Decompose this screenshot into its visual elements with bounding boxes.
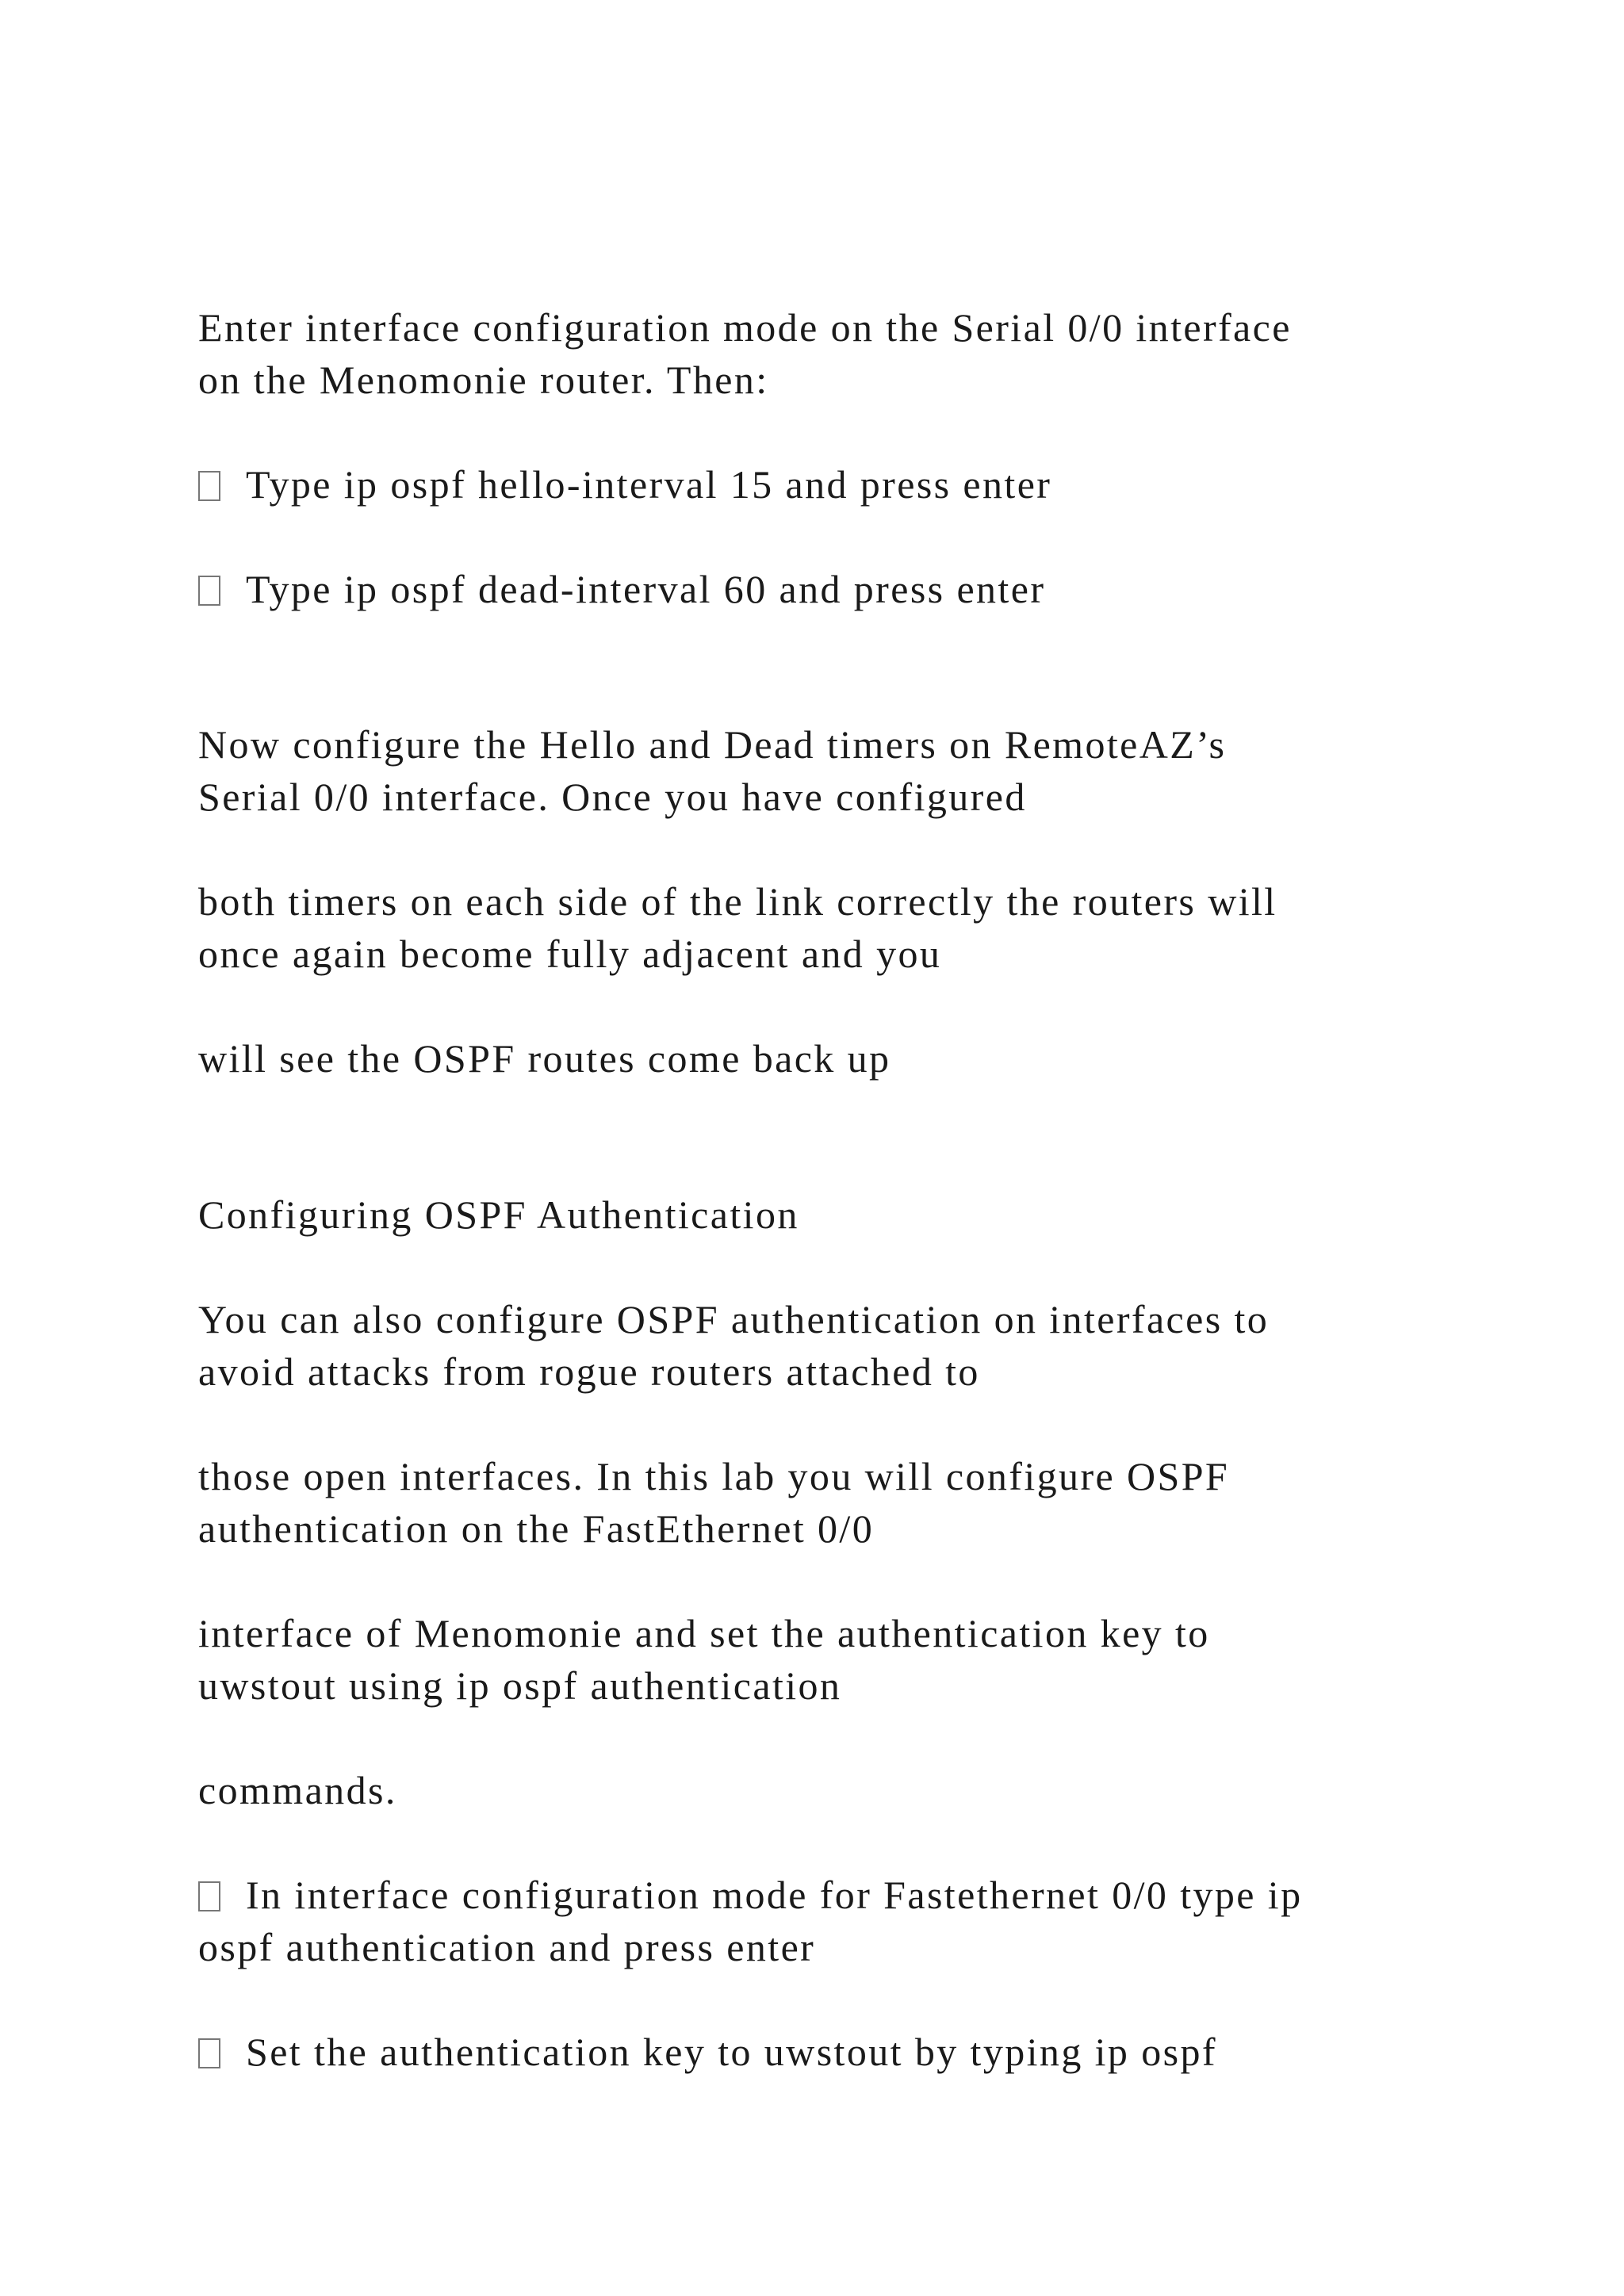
bullet-line [198,563,1045,615]
bullet-text: Type ip ospf hello-interval 15 and press enter [246,462,1052,507]
bullet-line [198,458,1051,511]
bullet-text: Set the authentication key to uwstout by typing ip ospf [246,2030,1217,2074]
bullet-box-icon [198,1881,220,1911]
paragraph-line: those open interfaces. In this lab you will configure OSPF [198,1454,1230,1498]
paragraph-line: ospf authentication and press enter [198,1925,816,1969]
paragraph-line: Enter interface configuration mode on the Serial 0/0 interface [198,305,1292,350]
paragraph-line: both timers on each side of the link correctly the routers will [198,879,1277,924]
paragraph-line: will see the OSPF routes come back up [198,1036,891,1081]
paragraph-line: on the Menomonie router. Then: [198,358,769,402]
bullet-line [198,1869,1302,1921]
section-heading: Configuring OSPF Authentication [198,1192,799,1237]
paragraph-line: uwstout using ip ospf authentication [198,1663,842,1708]
paragraph-line: You can also configure OSPF authentication on interfaces to [198,1297,1270,1341]
bullet-box-icon [198,576,220,606]
paragraph-line: avoid attacks from rogue routers attached to [198,1349,980,1394]
bullet-line [198,2026,1217,2078]
paragraph-line: commands. [198,1768,397,1812]
bullet-box-icon [198,2038,220,2068]
paragraph-line: Serial 0/0 interface. Once you have configured [198,775,1027,819]
paragraph-line: once again become fully adjacent and you [198,932,942,976]
paragraph-line: interface of Menomonie and set the authentication key to [198,1611,1210,1655]
paragraph-line: authentication on the FastEthernet 0/0 [198,1506,875,1551]
bullet-text: Type ip ospf dead-interval 60 and press enter [246,567,1046,611]
paragraph-line: Now configure the Hello and Dead timers on RemoteAZ’s [198,722,1227,767]
bullet-box-icon [198,471,220,501]
bullet-text: In interface configuration mode for Fastethernet 0/0 type ip [246,1873,1303,1917]
